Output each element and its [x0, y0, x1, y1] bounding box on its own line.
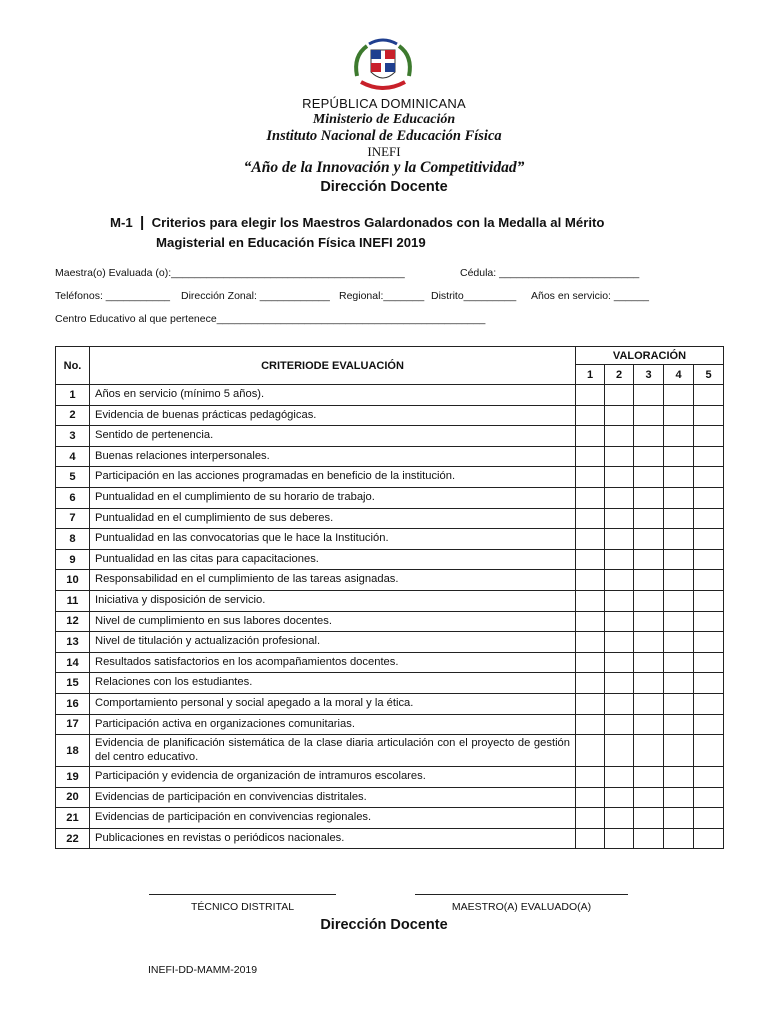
row-number: 3: [56, 426, 90, 447]
rating-cell-1[interactable]: [576, 529, 605, 550]
row-number: 8: [56, 529, 90, 550]
criterion-text: Sentido de pertenencia.: [90, 426, 576, 447]
criterion-text: Puntualidad en el cumplimiento de sus deberes.: [90, 508, 576, 529]
row-number: 16: [56, 693, 90, 714]
rating-cell-2[interactable]: [605, 405, 634, 426]
row-number: 18: [56, 735, 90, 767]
rating-cell-5[interactable]: [694, 787, 724, 808]
teacher-name-field[interactable]: Maestra(o) Evaluada (o):________________________________________: [55, 267, 405, 279]
rating-cell-1[interactable]: [576, 405, 605, 426]
rating-cell-3[interactable]: [634, 652, 664, 673]
criterion-text: Resultados satisfactorios en los acompañamientos docentes.: [90, 652, 576, 673]
row-number: 7: [56, 508, 90, 529]
rating-cell-5[interactable]: [694, 446, 724, 467]
rating-cell-3[interactable]: [634, 590, 664, 611]
criterion-text: Puntualidad en las citas para capacitaciones.: [90, 549, 576, 570]
department-title: Dirección Docente: [320, 179, 448, 195]
rating-cell-3[interactable]: [634, 467, 664, 488]
table-row: [56, 487, 724, 508]
rating-cell-5[interactable]: [694, 673, 724, 694]
table-row: [56, 828, 724, 849]
table-row: [56, 590, 724, 611]
criterion-text: Nivel de cumplimiento en sus labores docentes.: [90, 611, 576, 632]
rating-cell-2[interactable]: [605, 714, 634, 735]
rating-cell-3[interactable]: [634, 487, 664, 508]
document-code: INEFI-DD-MAMM-2019: [148, 964, 258, 976]
rating-cell-1[interactable]: [576, 426, 605, 447]
row-number: 5: [56, 467, 90, 488]
row-number: 12: [56, 611, 90, 632]
rating-cell-3[interactable]: [634, 529, 664, 550]
rating-cell-3[interactable]: [634, 808, 664, 829]
school-field[interactable]: Centro Educativo al que pertenece______________________________________________: [55, 313, 486, 325]
rating-cell-2[interactable]: [605, 385, 634, 406]
rating-cell-3[interactable]: [634, 787, 664, 808]
row-number: 19: [56, 767, 90, 788]
table-row: [56, 508, 724, 529]
rating-scale-3: 3: [634, 365, 664, 385]
criterion-text: Participación y evidencia de organización de intramuros escolares.: [90, 767, 576, 788]
coat-of-arms-icon: [347, 36, 419, 96]
rating-cell-3[interactable]: [634, 714, 664, 735]
rating-cell-5[interactable]: [694, 549, 724, 570]
col-header-criteria: CRITERIODE EVALUACIÓN: [90, 347, 576, 385]
rating-cell-4[interactable]: [664, 714, 694, 735]
rating-cell-4[interactable]: [664, 828, 694, 849]
rating-cell-1[interactable]: [576, 808, 605, 829]
table-row: [56, 714, 724, 735]
rating-cell-1[interactable]: [576, 714, 605, 735]
rating-cell-1[interactable]: [576, 508, 605, 529]
rating-cell-5[interactable]: [694, 487, 724, 508]
rating-cell-2[interactable]: [605, 693, 634, 714]
technician-signature-line[interactable]: [149, 894, 336, 895]
row-number: 6: [56, 487, 90, 508]
rating-cell-4[interactable]: [664, 487, 694, 508]
row-number: 9: [56, 549, 90, 570]
ministry-name: Ministerio de Educación: [312, 112, 456, 127]
rating-cell-4[interactable]: [664, 385, 694, 406]
rating-cell-5[interactable]: [694, 508, 724, 529]
row-number: 20: [56, 787, 90, 808]
rating-cell-3[interactable]: [634, 446, 664, 467]
rating-cell-4[interactable]: [664, 632, 694, 653]
rating-cell-4[interactable]: [664, 590, 694, 611]
rating-cell-1[interactable]: [576, 767, 605, 788]
criteria-table: [55, 346, 724, 849]
rating-cell-4[interactable]: [664, 426, 694, 447]
rating-cell-4[interactable]: [664, 673, 694, 694]
row-number: 21: [56, 808, 90, 829]
row-number: 1: [56, 385, 90, 406]
criterion-text: Evidencia de planificación sistemática de la clase diaria articulación con el proyecto de gestión del centro educativo.: [90, 735, 576, 767]
rating-cell-4[interactable]: [664, 508, 694, 529]
rating-cell-1[interactable]: [576, 385, 605, 406]
row-number: 13: [56, 632, 90, 653]
row-number: 15: [56, 673, 90, 694]
rating-cell-3[interactable]: [634, 426, 664, 447]
criterion-text: Puntualidad en las convocatorias que le hace la Institución.: [90, 529, 576, 550]
rating-cell-3[interactable]: [634, 508, 664, 529]
rating-cell-2[interactable]: [605, 673, 634, 694]
rating-cell-1[interactable]: [576, 549, 605, 570]
table-row: [56, 405, 724, 426]
rating-cell-5[interactable]: [694, 570, 724, 591]
rating-cell-3[interactable]: [634, 632, 664, 653]
table-row: [56, 467, 724, 488]
table-row: [56, 767, 724, 788]
rating-cell-1[interactable]: [576, 787, 605, 808]
rating-cell-4[interactable]: [664, 529, 694, 550]
form-title-line2: Magisterial en Educación Física INEFI 2019: [156, 235, 426, 250]
rating-cell-5[interactable]: [694, 529, 724, 550]
rating-cell-2[interactable]: [605, 828, 634, 849]
years-of-service-field[interactable]: Años en servicio: ______: [531, 290, 649, 302]
rating-cell-5[interactable]: [694, 735, 724, 767]
regional-field[interactable]: Regional:_______: [339, 290, 425, 302]
rating-cell-5[interactable]: [694, 467, 724, 488]
criterion-text: Responsabilidad en el cumplimiento de las tareas asignadas.: [90, 570, 576, 591]
rating-cell-1[interactable]: [576, 570, 605, 591]
criterion-text: Comportamiento personal y social apegado a la moral y la ética.: [90, 693, 576, 714]
rating-cell-4[interactable]: [664, 735, 694, 767]
rating-cell-1[interactable]: [576, 673, 605, 694]
rating-cell-2[interactable]: [605, 467, 634, 488]
table-row: [56, 426, 724, 447]
col-header-rating: VALORACIÓN: [576, 347, 724, 365]
rating-cell-1[interactable]: [576, 590, 605, 611]
criterion-text: Participación en las acciones programadas en beneficio de la institución.: [90, 467, 576, 488]
rating-cell-2[interactable]: [605, 808, 634, 829]
rating-cell-4[interactable]: [664, 767, 694, 788]
rating-cell-2[interactable]: [605, 426, 634, 447]
rating-cell-3[interactable]: [634, 405, 664, 426]
rating-cell-3[interactable]: [634, 673, 664, 694]
rating-cell-2[interactable]: [605, 787, 634, 808]
table-row: [56, 549, 724, 570]
rating-cell-5[interactable]: [694, 632, 724, 653]
criterion-text: Buenas relaciones interpersonales.: [90, 446, 576, 467]
row-number: 2: [56, 405, 90, 426]
row-number: 10: [56, 570, 90, 591]
criterion-text: Evidencias de participación en convivencias distritales.: [90, 787, 576, 808]
rating-cell-2[interactable]: [605, 508, 634, 529]
footer-department: Dirección Docente: [320, 917, 448, 933]
criterion-text: Iniciativa y disposición de servicio.: [90, 590, 576, 611]
table-row: [56, 632, 724, 653]
rating-cell-1[interactable]: [576, 467, 605, 488]
year-motto: “Año de la Innovación y la Competitividad”: [243, 159, 525, 176]
zonal-direction-field[interactable]: Dirección Zonal: ____________: [181, 290, 330, 302]
row-number: 11: [56, 590, 90, 611]
criterion-text: Evidencias de participación en convivencias regionales.: [90, 808, 576, 829]
rating-cell-5[interactable]: [694, 693, 724, 714]
rating-cell-1[interactable]: [576, 735, 605, 767]
rating-cell-5[interactable]: [694, 405, 724, 426]
table-row: [56, 673, 724, 694]
rating-cell-1[interactable]: [576, 828, 605, 849]
form-code: M-1 | Criterios para elegir los Maestros Galardonados con la Medalla al Mérito: [110, 214, 605, 231]
teacher-signature-label: MAESTRO(A) EVALUADO(A): [451, 901, 592, 913]
rating-cell-5[interactable]: [694, 828, 724, 849]
criterion-text: Puntualidad en el cumplimiento de su horario de trabajo.: [90, 487, 576, 508]
institute-name: Instituto Nacional de Educación Física: [266, 128, 502, 144]
rating-cell-5[interactable]: [694, 808, 724, 829]
rating-cell-2[interactable]: [605, 590, 634, 611]
row-number: 22: [56, 828, 90, 849]
rating-cell-1[interactable]: [576, 611, 605, 632]
table-row: [56, 808, 724, 829]
criterion-text: Relaciones con los estudiantes.: [90, 673, 576, 694]
row-number: 17: [56, 714, 90, 735]
rating-cell-4[interactable]: [664, 787, 694, 808]
rating-cell-2[interactable]: [605, 446, 634, 467]
institute-acronym: INEFI: [367, 144, 401, 159]
rating-cell-5[interactable]: [694, 714, 724, 735]
rating-cell-3[interactable]: [634, 767, 664, 788]
criterion-text: Nivel de titulación y actualización profesional.: [90, 632, 576, 653]
rating-cell-4[interactable]: [664, 570, 694, 591]
table-row: [56, 529, 724, 550]
rating-cell-5[interactable]: [694, 611, 724, 632]
rating-cell-2[interactable]: [605, 767, 634, 788]
rating-cell-4[interactable]: [664, 549, 694, 570]
table-row: [56, 611, 724, 632]
rating-cell-4[interactable]: [664, 405, 694, 426]
rating-cell-3[interactable]: [634, 385, 664, 406]
criterion-text: Participación activa en organizaciones comunitarias.: [90, 714, 576, 735]
rating-cell-2[interactable]: [605, 652, 634, 673]
rating-scale-5: 5: [694, 365, 724, 385]
rating-cell-5[interactable]: [694, 652, 724, 673]
rating-cell-2[interactable]: [605, 735, 634, 767]
table-row: [56, 446, 724, 467]
rating-cell-1[interactable]: [576, 446, 605, 467]
table-row: [56, 385, 724, 406]
rating-scale-1: 1: [576, 365, 605, 385]
rating-cell-5[interactable]: [694, 385, 724, 406]
rating-cell-4[interactable]: [664, 611, 694, 632]
rating-cell-4[interactable]: [664, 446, 694, 467]
teacher-signature-line[interactable]: [415, 894, 628, 895]
rating-cell-2[interactable]: [605, 529, 634, 550]
rating-cell-5[interactable]: [694, 426, 724, 447]
row-number: 14: [56, 652, 90, 673]
rating-cell-1[interactable]: [576, 632, 605, 653]
rating-cell-4[interactable]: [664, 693, 694, 714]
form-title: [110, 213, 660, 253]
rating-scale-4: 4: [664, 365, 694, 385]
rating-cell-2[interactable]: [605, 611, 634, 632]
country-name: REPÚBLICA DOMINICANA: [302, 96, 466, 111]
rating-cell-3[interactable]: [634, 735, 664, 767]
district-field[interactable]: Distrito_________: [431, 290, 517, 302]
rating-cell-1[interactable]: [576, 652, 605, 673]
technician-signature-label: TÉCNICO DISTRITAL: [190, 901, 295, 913]
rating-cell-5[interactable]: [694, 590, 724, 611]
table-row: [56, 652, 724, 673]
rating-cell-3[interactable]: [634, 570, 664, 591]
col-header-no: No.: [56, 347, 90, 385]
table-row: [56, 787, 724, 808]
rating-cell-5[interactable]: [694, 767, 724, 788]
rating-cell-1[interactable]: [576, 487, 605, 508]
table-row: [56, 735, 724, 767]
rating-cell-3[interactable]: [634, 693, 664, 714]
rating-cell-4[interactable]: [664, 467, 694, 488]
criterion-text: Evidencia de buenas prácticas pedagógicas.: [90, 405, 576, 426]
rating-cell-3[interactable]: [634, 549, 664, 570]
phones-field[interactable]: Teléfonos: ___________: [55, 290, 171, 302]
id-card-field[interactable]: Cédula: ________________________: [460, 267, 640, 279]
rating-cell-2[interactable]: [605, 487, 634, 508]
row-number: 4: [56, 446, 90, 467]
rating-cell-2[interactable]: [605, 632, 634, 653]
rating-cell-3[interactable]: [634, 611, 664, 632]
rating-cell-4[interactable]: [664, 808, 694, 829]
rating-cell-4[interactable]: [664, 652, 694, 673]
criterion-text: Publicaciones en revistas o periódicos nacionales.: [90, 828, 576, 849]
rating-cell-1[interactable]: [576, 693, 605, 714]
criterion-text: Años en servicio (mínimo 5 años).: [90, 385, 576, 406]
table-row: [56, 570, 724, 591]
table-row: [56, 693, 724, 714]
rating-cell-2[interactable]: [605, 549, 634, 570]
rating-cell-2[interactable]: [605, 570, 634, 591]
rating-cell-3[interactable]: [634, 828, 664, 849]
rating-scale-2: 2: [605, 365, 634, 385]
